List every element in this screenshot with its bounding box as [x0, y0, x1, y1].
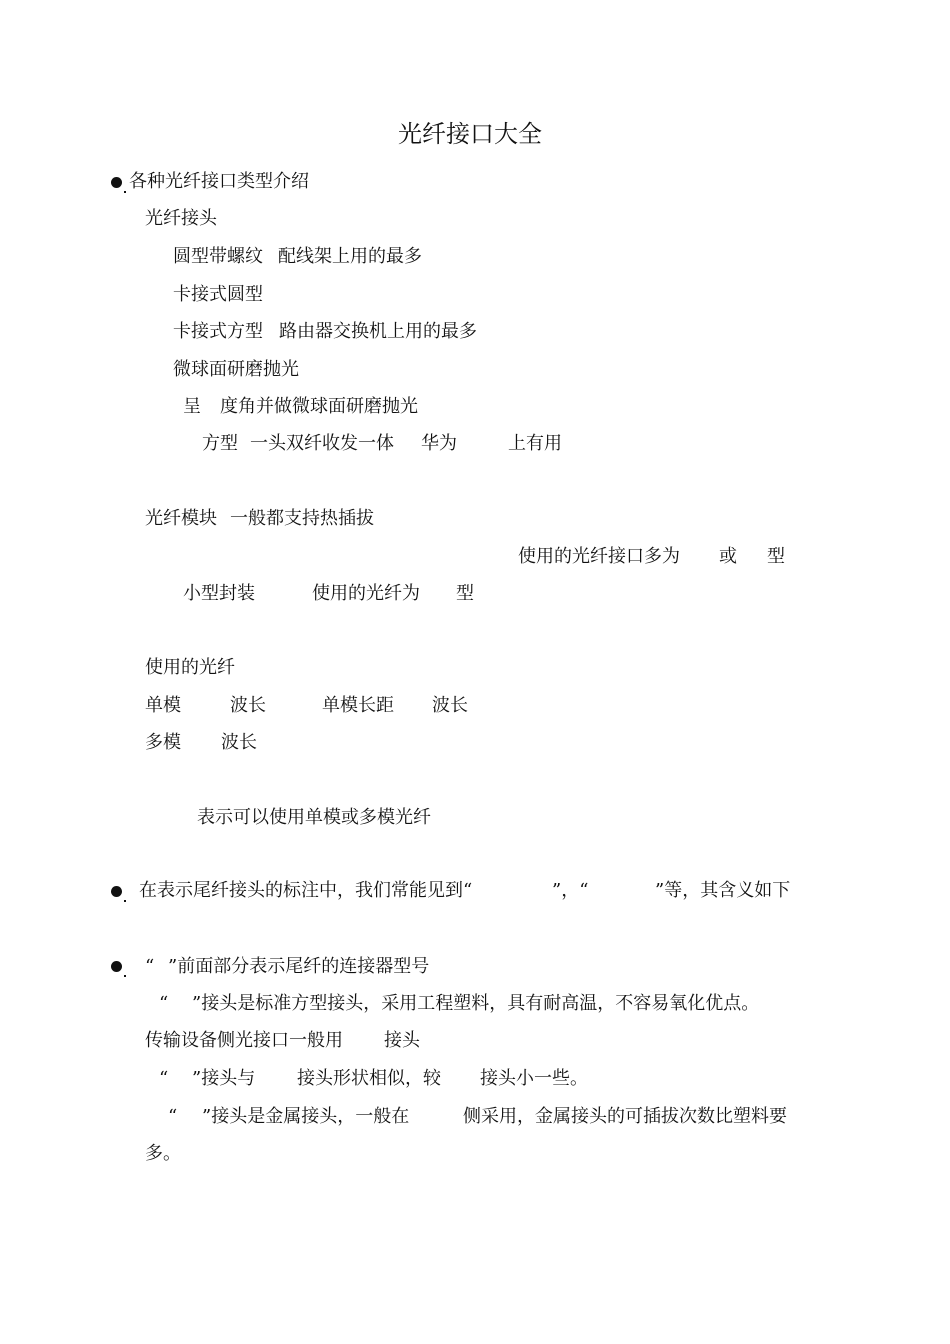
text-line: 上有用 — [508, 433, 562, 454]
text-line: 呈 — [183, 396, 201, 417]
text-line: 多模 — [145, 732, 181, 753]
text-line: 路由器交换机上用的最多 — [279, 321, 477, 342]
text-line: “ — [159, 993, 169, 1014]
text-line: 一头双纤收发一体 — [250, 433, 394, 454]
text-line: “ — [159, 1068, 169, 1089]
text-line: 接头小一些。 — [480, 1068, 588, 1089]
text-line: 度角并做微球面研磨抛光 — [220, 396, 418, 417]
text-line: 波长 — [432, 695, 468, 716]
text-line: 传输设备侧光接口一般用 — [145, 1030, 343, 1051]
text-line: “ — [145, 956, 155, 977]
text-line: 配线架上用的最多 — [278, 246, 422, 267]
text-line: ”，“ — [552, 880, 589, 901]
text-line: 卡接式方型 — [173, 321, 263, 342]
section-heading: 各种光纤接口类型介绍 — [129, 171, 309, 192]
text-line: 波长 — [221, 732, 257, 753]
text-line: 接头形状相似，较 — [297, 1068, 441, 1089]
section-heading: ”前面部分表示尾纤的连接器型号 — [168, 956, 430, 977]
text-line: 微球面研磨抛光 — [173, 359, 299, 380]
text-line: 型 — [456, 583, 474, 604]
text-line: 使用的光纤接口多为 — [518, 546, 680, 567]
section-heading: 在表示尾纤接头的标注中，我们常能见到“ — [139, 880, 473, 901]
text-line: “ — [168, 1106, 178, 1127]
text-line: 多。 — [145, 1143, 181, 1164]
text-line: 波长 — [230, 695, 266, 716]
bullet-icon — [111, 961, 122, 972]
text-line: 或 — [719, 546, 737, 567]
text-line: ”接头与 — [192, 1068, 256, 1089]
bullet-icon — [111, 886, 122, 897]
text-line: ”接头是标准方型接头，采用工程塑料，具有耐高温，不容易氧化优点。 — [192, 993, 760, 1014]
text-line: 一般都支持热插拔 — [230, 508, 374, 529]
text-line: 接头 — [384, 1030, 420, 1051]
text-line: 使用的光纤为 — [312, 583, 420, 604]
text-line: 圆型带螺纹 — [173, 246, 263, 267]
dot-mark — [124, 191, 126, 193]
text-line: ”接头是金属接头，一般在 — [202, 1106, 410, 1127]
text-line: 方型 — [202, 433, 238, 454]
text-line: 单模 — [145, 695, 181, 716]
page-title: 光纤接口大全 — [398, 120, 542, 148]
text-line: 型 — [767, 546, 785, 567]
text-line: ”等，其含义如下 — [655, 880, 791, 901]
subheading: 使用的光纤 — [145, 657, 235, 678]
dot-mark — [124, 900, 126, 902]
subheading: 光纤接头 — [145, 208, 217, 229]
text-line: 单模长距 — [322, 695, 394, 716]
text-line: 华为 — [421, 433, 457, 454]
subheading: 光纤模块 — [145, 508, 217, 529]
dot-mark — [124, 975, 126, 977]
text-line: 侧采用，金属接头的可插拔次数比塑料要 — [463, 1106, 787, 1127]
bullet-icon — [111, 177, 122, 188]
text-line: 卡接式圆型 — [173, 284, 263, 305]
text-line: 表示可以使用单模或多模光纤 — [197, 807, 431, 828]
text-line: 小型封装 — [183, 583, 255, 604]
